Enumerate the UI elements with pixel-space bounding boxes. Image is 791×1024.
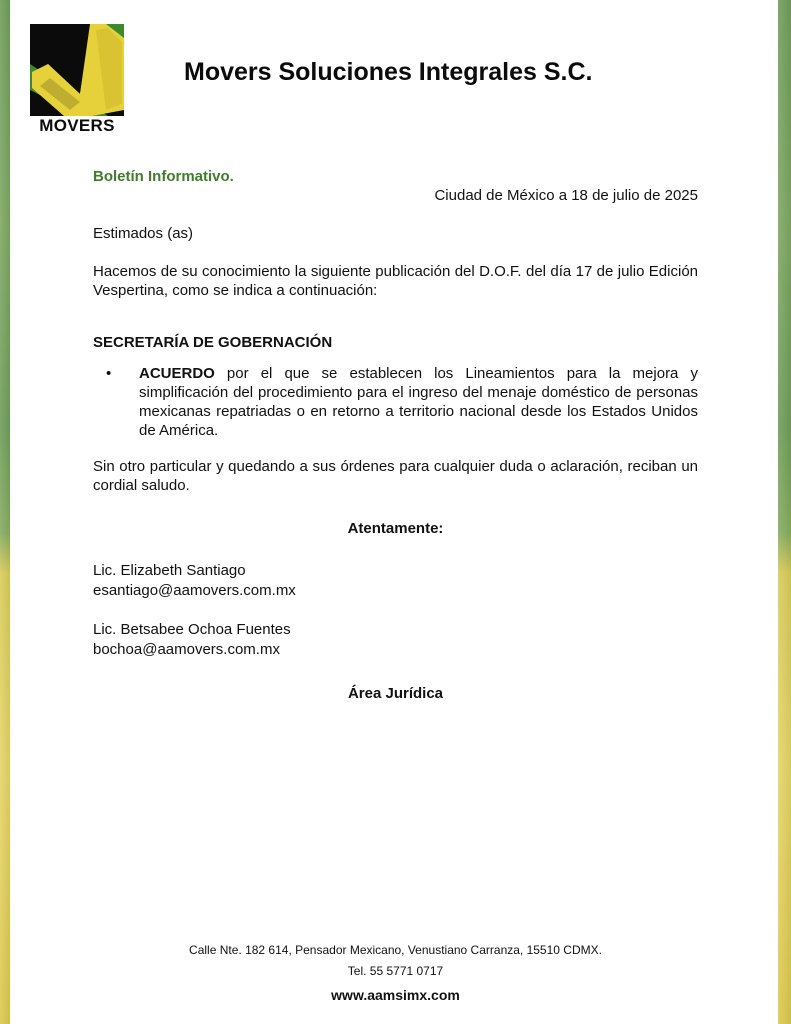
left-decorative-band — [0, 0, 10, 1024]
logo-wordmark: MOVERS — [39, 116, 115, 135]
bullet-marker: • — [106, 365, 112, 382]
date-line: Ciudad de México a 18 de julio de 2025 — [434, 187, 698, 204]
bullet-bold-lead: ACUERDO — [139, 365, 215, 382]
company-logo — [30, 24, 124, 136]
bulletin-title: Boletín Informativo. — [93, 168, 234, 185]
movers-v-logo-icon — [30, 24, 124, 116]
bullet-body: por el que se establecen los Lineamientos para la mejora y simplificación del procedimiento para el ingreso del menaje doméstico de personas mexicanas repatriadas o en retorno a territorio nacional desde los Estados Unidos de América. — [139, 365, 698, 439]
company-name: Movers Soluciones Integrales S.C. — [184, 58, 593, 86]
right-decorative-band — [778, 0, 791, 1024]
regards: Atentamente: — [347, 520, 444, 537]
signatory-name: Lic. Elizabeth Santiago — [93, 562, 246, 579]
signatory-email[interactable]: esantiago@aamovers.com.mx — [93, 582, 296, 599]
footer-website-link[interactable]: www.aamsimx.com — [331, 987, 460, 1003]
bullet-item — [139, 364, 698, 440]
department-name: Área Jurídica — [347, 685, 444, 702]
signatory-name: Lic. Betsabee Ochoa Fuentes — [93, 621, 291, 638]
section-heading: SECRETARÍA DE GOBERNACIÓN — [93, 334, 333, 351]
footer-address: Calle Nte. 182 614, Pensador Mexicano, Venustiano Carranza, 15510 CDMX. — [189, 943, 602, 957]
greeting: Estimados (as) — [93, 225, 194, 242]
closing-paragraph: Sin otro particular y quedando a sus órdenes para cualquier duda o aclaración, reciban un cordial saludo. — [93, 458, 698, 494]
signatory-email[interactable]: bochoa@aamovers.com.mx — [93, 641, 280, 658]
footer-phone: Tel. 55 5771 0717 — [347, 964, 444, 978]
intro-paragraph: Hacemos de su conocimiento la siguiente publicación del D.O.F. del día 17 de julio Edición Vespertina, como se indica a continuación: — [93, 263, 698, 299]
